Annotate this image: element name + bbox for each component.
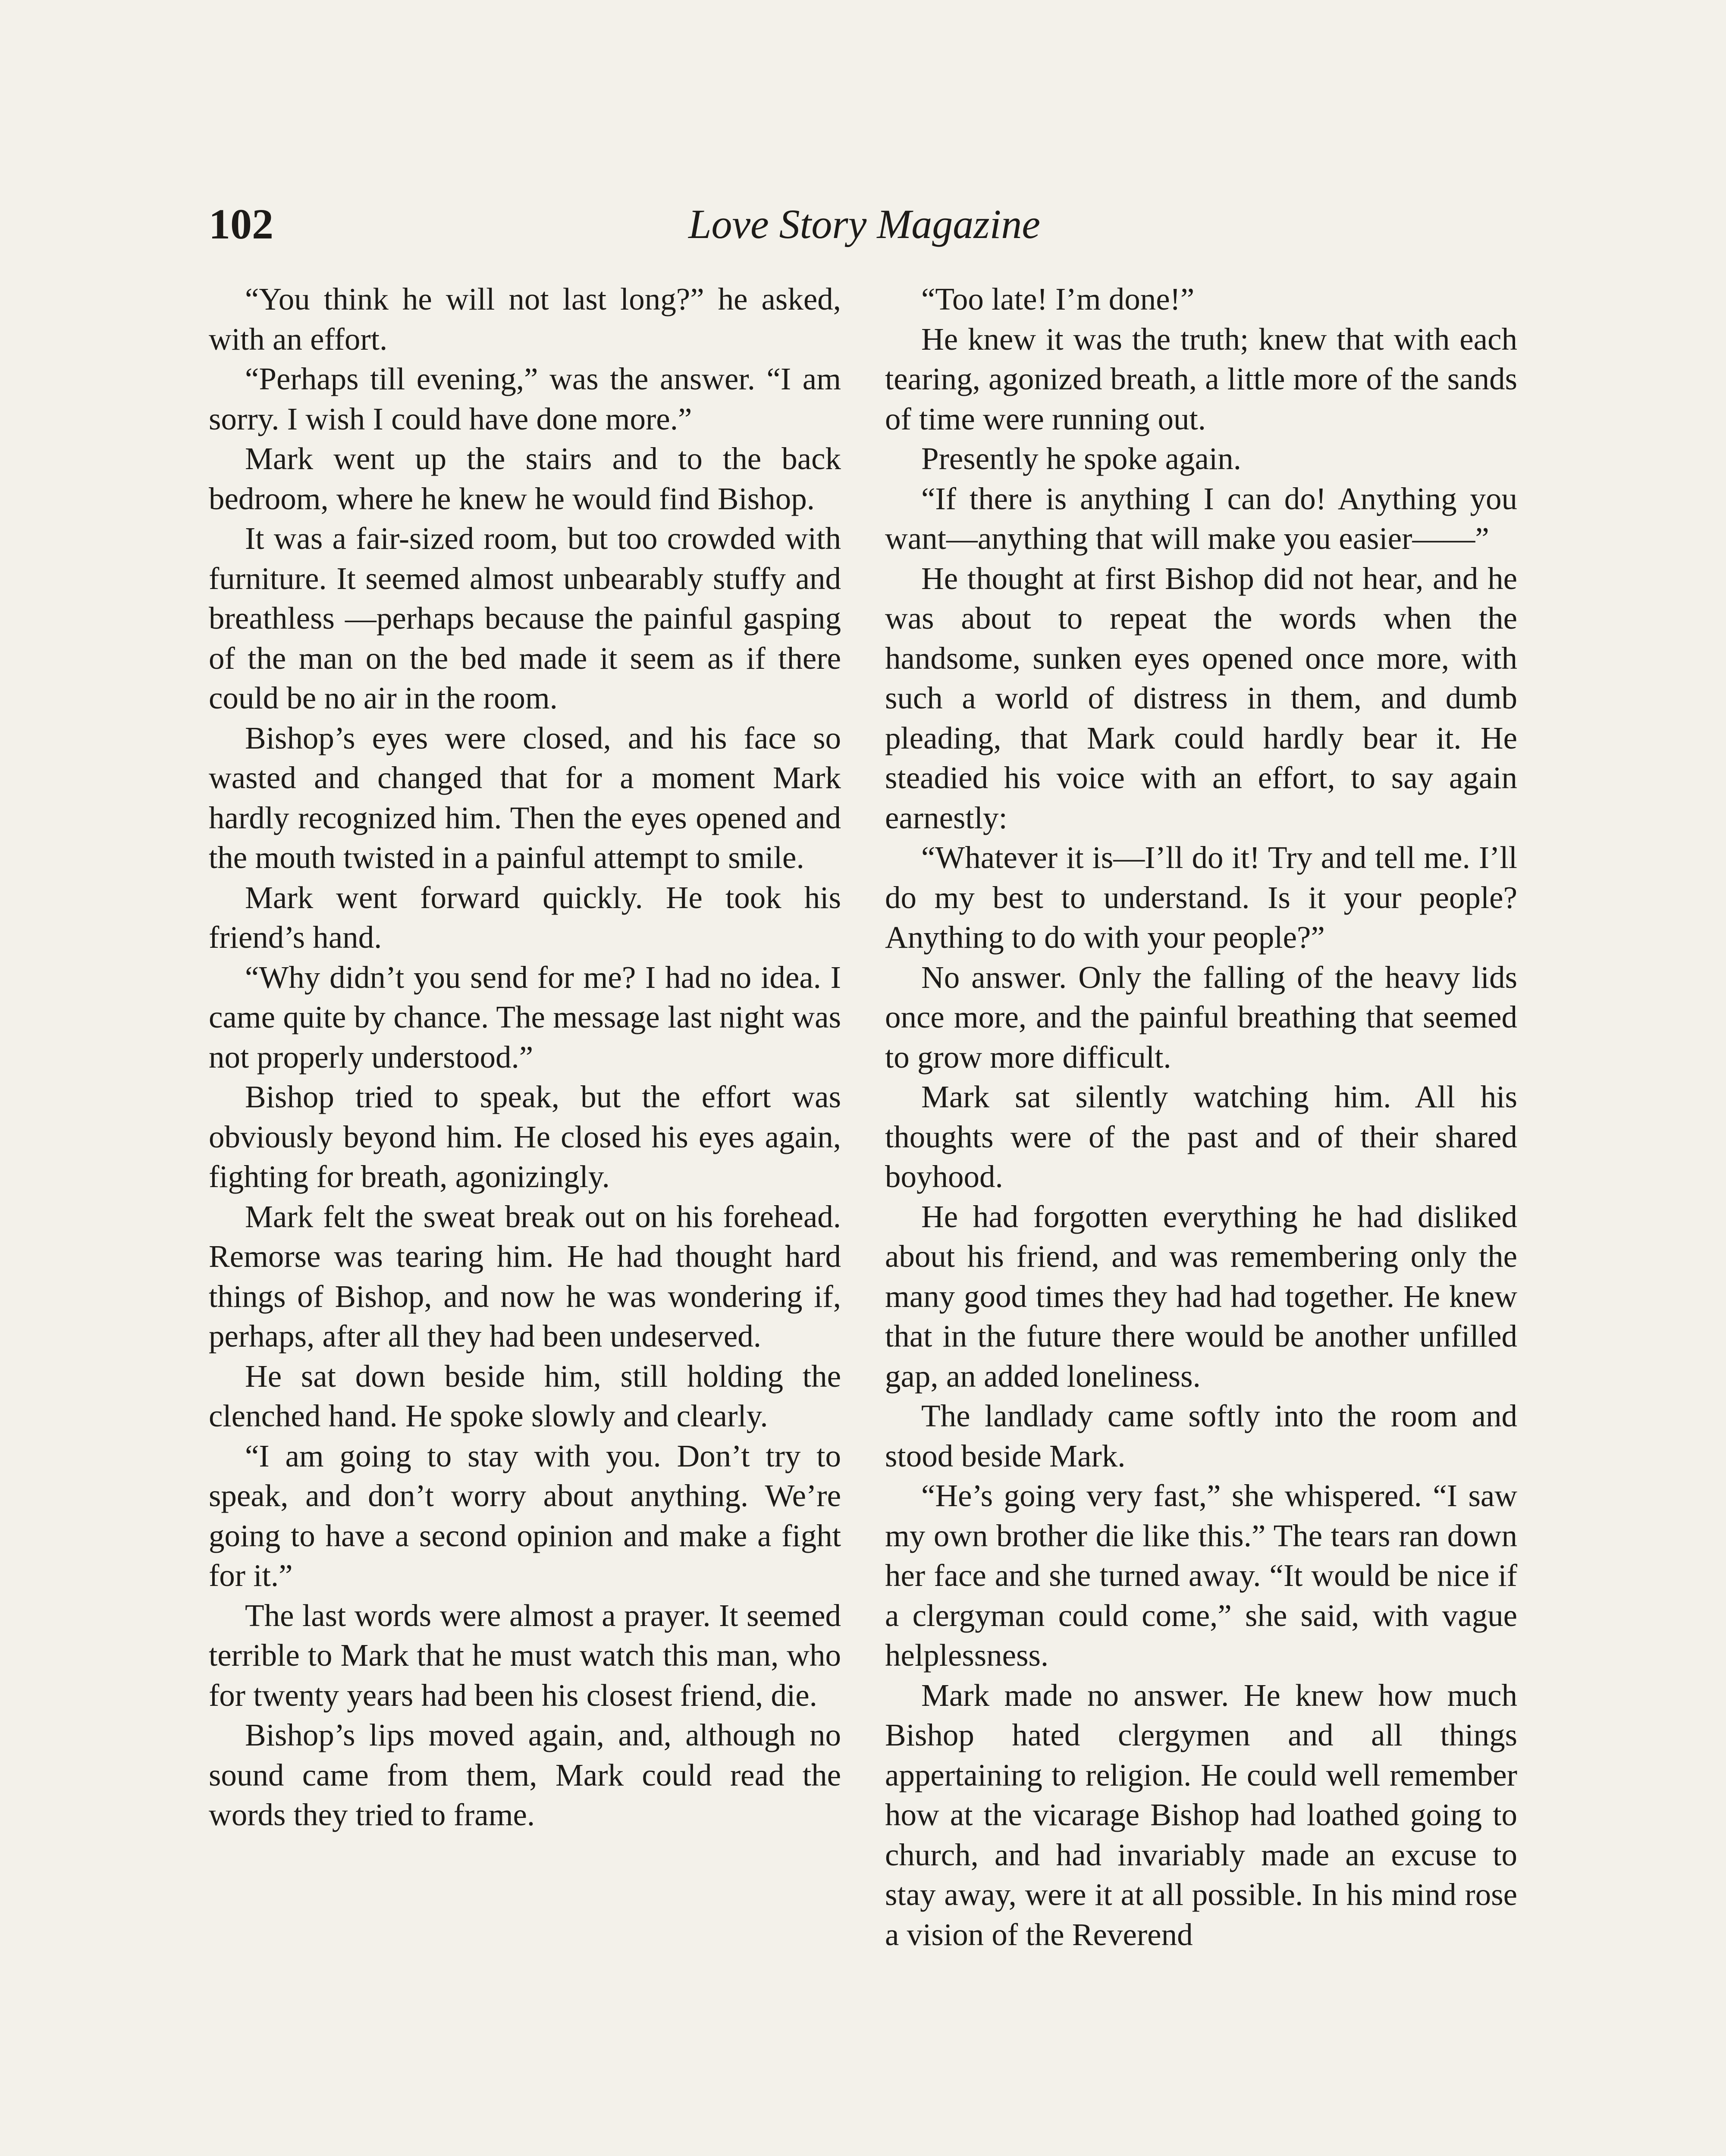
- paragraph: Bishop tried to speak, but the effort was obviously beyond him. He closed his eyes again, fighting for breath, agonizingly.: [209, 1079, 841, 1194]
- paragraph: “I am going to stay with you. Don’t try to speak, and don’t worry about anything. We’re going to have a second opinion and make a fight for it.”: [209, 1438, 841, 1593]
- paragraph: “Whatever it is—I’ll do it! Try and tell me. I’ll do my best to understand. Is it your people? Anything to do with your people?”: [885, 840, 1517, 955]
- left-text-column: [209, 279, 841, 1835]
- paragraph: “He’s going very fast,” she whispered. “I saw my own brother die like this.” The tears ran down her face and she turned away. “It would be nice if a clergyman could come,” she said, with vague helplessness.: [885, 1478, 1517, 1673]
- paragraph: Mark went forward quickly. He took his friend’s hand.: [209, 880, 841, 955]
- paragraph: Mark made no answer. He knew how much Bishop hated clergymen and all things appertaining to religion. He could well remember how at the vicarage Bishop had loathed going to church, and had invariably made an excuse to stay away, were it at all possible. In his mind rose a vision of the Reverend: [885, 1677, 1517, 1952]
- magazine-title: Love Story Magazine: [688, 201, 1040, 247]
- paragraph: He thought at first Bishop did not hear, and he was about to repeat the words when the handsome, sunken eyes opened once more, with such a world of distress in them, and dumb pleading, that Mark could hardly bear it. He steadied his voice with an effort, to say again earnestly:: [885, 561, 1517, 835]
- paragraph: “Too late! I’m done!”: [921, 282, 1195, 317]
- paragraph: “If there is anything I can do! Anything you want—anything that will make you easier——”: [885, 481, 1517, 556]
- paragraph: “You think he will not last long?” he asked, with an effort.: [209, 282, 841, 357]
- paragraph: Bishop’s eyes were closed, and his face so wasted and changed that for a moment Mark hardly recognized him. Then the eyes opened and the mouth twisted in a painful attempt to smile.: [209, 720, 841, 875]
- paragraph: Mark went up the stairs and to the back bedroom, where he knew he would find Bishop.: [209, 441, 841, 516]
- paragraph: He knew it was the truth; knew that with each tearing, agonized breath, a little more of the sands of time were running out.: [885, 321, 1517, 436]
- paragraph: “Why didn’t you send for me? I had no idea. I came quite by chance. The message last night was not properly understood.”: [209, 959, 841, 1075]
- paragraph: Mark sat silently watching him. All his thoughts were of the past and of their shared boyhood.: [885, 1079, 1517, 1194]
- paragraph: Presently he spoke again.: [921, 441, 1241, 476]
- right-text-column: [885, 279, 1517, 1955]
- paragraph: “Perhaps till evening,” was the answer. “I am sorry. I wish I could have done more.”: [209, 361, 841, 436]
- paragraph: He had forgotten everything he had disliked about his friend, and was remembering only the many good times they had had together. He knew that in the future there would be another unfilled gap, an added loneliness.: [885, 1199, 1517, 1394]
- paragraph: It was a fair-sized room, but too crowded with furniture. It seemed almost unbearably stuffy and breathless —perhaps because the painful gasping of the man on the bed made it seem as if there could be no air in the room.: [209, 521, 841, 715]
- page-number: 102: [209, 200, 273, 248]
- paragraph: Bishop’s lips moved again, and, although no sound came from them, Mark could read the words they tried to frame.: [209, 1717, 841, 1832]
- paragraph: He sat down beside him, still holding the clenched hand. He spoke slowly and clearly.: [209, 1358, 841, 1433]
- paragraph: No answer. Only the falling of the heavy lids once more, and the painful breathing that seemed to grow more difficult.: [885, 959, 1517, 1075]
- page-header: [209, 196, 1520, 252]
- paragraph: The last words were almost a prayer. It seemed terrible to Mark that he must watch this man, who for twenty years had been his closest friend, die.: [209, 1598, 841, 1713]
- paragraph: The landlady came softly into the room and stood beside Mark.: [885, 1398, 1517, 1473]
- paragraph: Mark felt the sweat break out on his forehead. Remorse was tearing him. He had thought hard things of Bishop, and now he was wondering if, perhaps, after all they had been undeserved.: [209, 1199, 841, 1354]
